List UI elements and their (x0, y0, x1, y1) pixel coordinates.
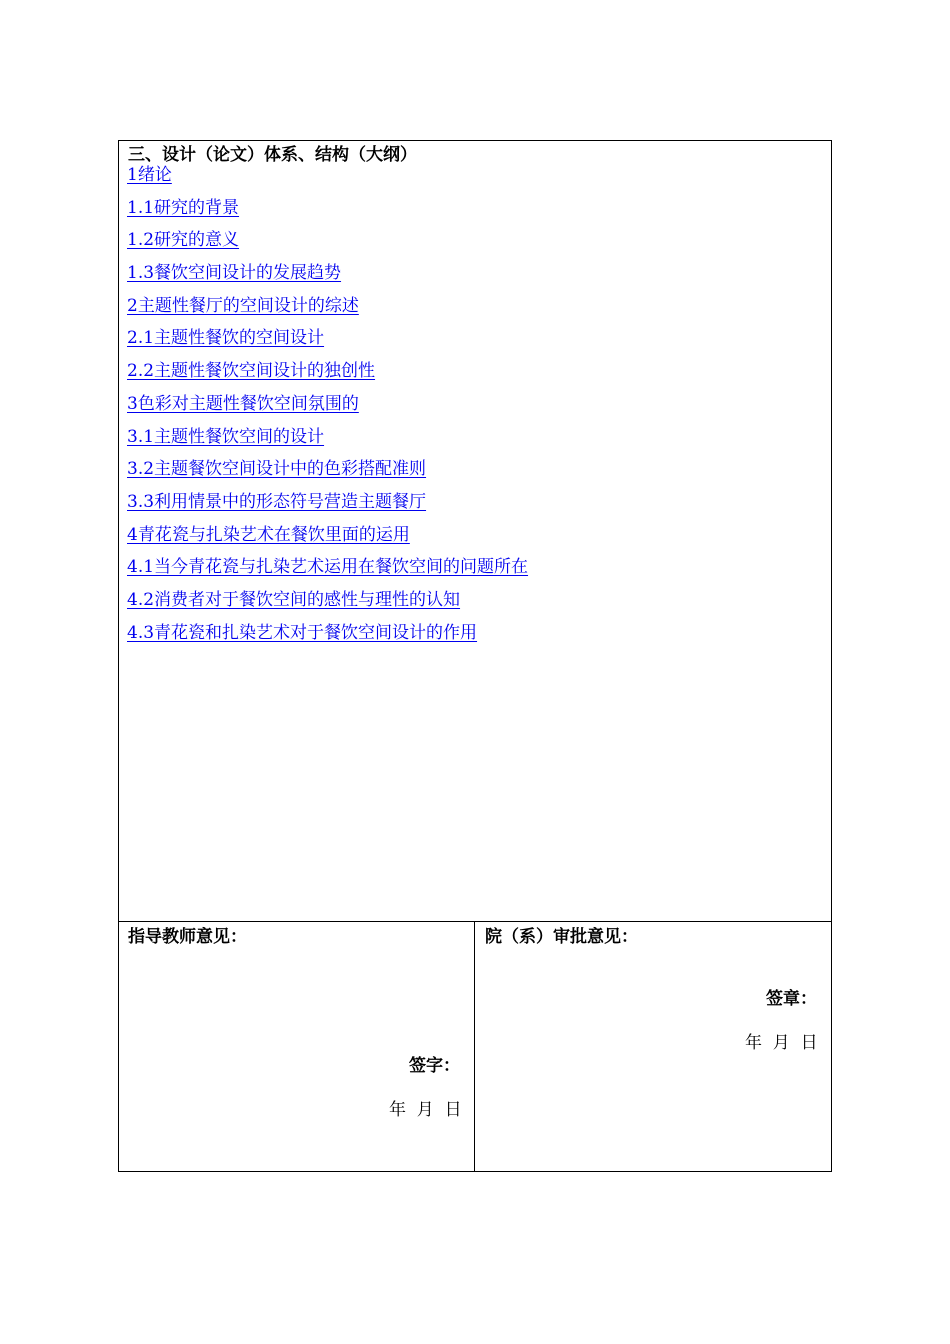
toc-link[interactable]: 4.1当今青花瓷与扎染艺术运用在餐饮空间的问题所在 (127, 557, 529, 578)
department-approval-cell (475, 922, 831, 1171)
toc-item (127, 393, 528, 426)
toc-item (127, 327, 528, 360)
toc-link[interactable]: 3.3利用情景中的形态符号营造主题餐厅 (127, 491, 427, 512)
advisor-date-label: 年 月 日 (389, 1100, 462, 1120)
outline-cell (119, 141, 831, 922)
toc-link[interactable]: 3色彩对主题性餐饮空间氛围的 (127, 393, 359, 414)
toc-link[interactable]: 1.2研究的意义 (127, 230, 240, 251)
section-title: 三、设计（论文）体系、结构（大纲） (128, 145, 417, 165)
advisor-signature-label: 签字： (409, 1056, 460, 1076)
department-date-label: 年 月 日 (745, 1033, 818, 1053)
department-approval-label: 院（系）审批意见： (485, 927, 638, 947)
toc-item (127, 622, 528, 655)
toc-link[interactable]: 4青花瓷与扎染艺术在餐饮里面的运用 (127, 524, 410, 545)
toc-link[interactable]: 2主题性餐厅的空间设计的综述 (127, 295, 359, 316)
toc-list (127, 164, 528, 654)
advisor-opinion-cell (119, 922, 475, 1171)
toc-item (127, 556, 528, 589)
advisor-opinion-label: 指导教师意见： (128, 927, 247, 947)
department-seal-label: 签章： (766, 989, 817, 1009)
toc-item (127, 458, 528, 491)
toc-item (127, 524, 528, 557)
toc-link[interactable]: 2.1主题性餐饮的空间设计 (127, 328, 325, 349)
toc-link[interactable]: 3.2主题餐饮空间设计中的色彩搭配准则 (127, 459, 427, 480)
toc-item (127, 262, 528, 295)
toc-item (127, 295, 528, 328)
toc-link[interactable]: 2.2主题性餐饮空间设计的独创性 (127, 361, 376, 382)
toc-link[interactable]: 4.2消费者对于餐饮空间的感性与理性的认知 (127, 589, 461, 610)
toc-link[interactable]: 1.3餐饮空间设计的发展趋势 (127, 263, 342, 284)
toc-item (127, 426, 528, 459)
toc-item (127, 360, 528, 393)
toc-item (127, 229, 528, 262)
toc-link[interactable]: 1绪论 (127, 165, 172, 185)
toc-link[interactable]: 4.3青花瓷和扎染艺术对于餐饮空间设计的作用 (127, 622, 478, 643)
toc-link[interactable]: 3.1主题性餐饮空间的设计 (127, 426, 325, 447)
toc-item (127, 589, 528, 622)
toc-item (127, 164, 528, 197)
toc-item (127, 197, 528, 230)
toc-item (127, 491, 528, 524)
toc-link[interactable]: 1.1研究的背景 (127, 197, 240, 218)
proposal-form-table (118, 140, 832, 1172)
